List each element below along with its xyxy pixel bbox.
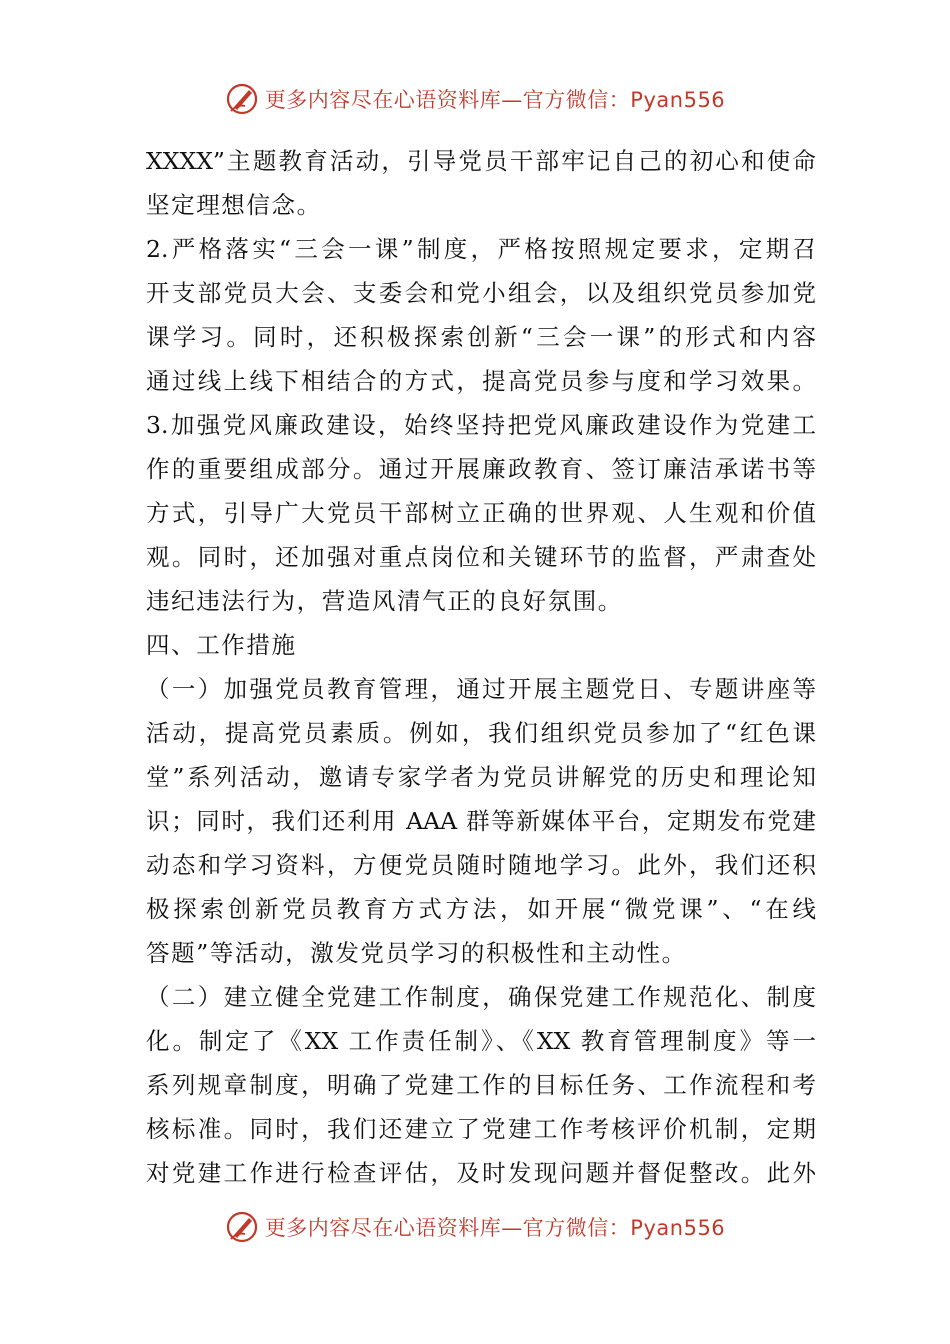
text-line: （一）加强党员教育管理，通过开展主题党日、专题讲座等 bbox=[146, 675, 816, 703]
text-line: XXXX”主题教育活动，引导党员干部牢记自己的初心和使命 bbox=[146, 147, 816, 175]
text-line: 方式，引导广大党员干部树立正确的世界观、人生观和价值 bbox=[146, 499, 816, 527]
watermark-text: 更多内容尽在心语资料库—官方微信：Pyan556 bbox=[264, 88, 726, 112]
watermark-footer bbox=[0, 1210, 950, 1244]
pen-logo-icon bbox=[225, 82, 259, 116]
text-line: 对党建工作进行检查评估，及时发现问题并督促整改。此外 bbox=[146, 1159, 816, 1187]
text-line: 识；同时，我们还利用 AAA 群等新媒体平台，定期发布党建 bbox=[146, 807, 816, 835]
text-line: 化。制定了《XX 工作责任制》、《XX 教育管理制度》等一 bbox=[146, 1027, 816, 1055]
text-line: 坚定理想信念。 bbox=[146, 191, 322, 219]
document-body bbox=[146, 139, 816, 1195]
text-line: 开支部党员大会、支委会和党小组会，以及组织党员参加党 bbox=[146, 279, 816, 307]
text-line: 动态和学习资料，方便党员随时随地学习。此外，我们还积 bbox=[146, 851, 816, 879]
section-heading: 四、工作措施 bbox=[146, 631, 297, 659]
text-line: 系列规章制度，明确了党建工作的目标任务、工作流程和考 bbox=[146, 1071, 816, 1099]
text-line: 3.加强党风廉政建设，始终坚持把党风廉政建设作为党建工 bbox=[146, 411, 816, 439]
pen-logo-icon bbox=[225, 1210, 259, 1244]
text-line: （二）建立健全党建工作制度，确保党建工作规范化、制度 bbox=[146, 983, 816, 1011]
text-line: 通过线上线下相结合的方式，提高党员参与度和学习效果。 bbox=[146, 367, 816, 395]
text-line: 极探索创新党员教育方式方法，如开展“微党课”、“在线 bbox=[146, 895, 816, 923]
text-line: 核标准。同时，我们还建立了党建工作考核评价机制，定期 bbox=[146, 1115, 816, 1143]
text-line: 课学习。同时，还积极探索创新“三会一课”的形式和内容 bbox=[146, 323, 816, 351]
watermark-header bbox=[0, 82, 950, 116]
text-line: 观。同时，还加强对重点岗位和关键环节的监督，严肃查处 bbox=[146, 543, 816, 571]
text-line: 2.严格落实“三会一课”制度，严格按照规定要求，定期召 bbox=[146, 235, 816, 263]
text-line: 作的重要组成部分。通过开展廉政教育、签订廉洁承诺书等 bbox=[146, 455, 816, 483]
text-line: 答题”等活动，激发党员学习的积极性和主动性。 bbox=[146, 939, 687, 967]
text-line: 活动，提高党员素质。例如，我们组织党员参加了“红色课 bbox=[146, 719, 816, 747]
text-line: 堂”系列活动，邀请专家学者为党员讲解党的历史和理论知 bbox=[146, 763, 816, 791]
text-line: 违纪违法行为，营造风清气正的良好氛围。 bbox=[146, 587, 623, 615]
watermark-text: 更多内容尽在心语资料库—官方微信：Pyan556 bbox=[264, 1216, 726, 1240]
